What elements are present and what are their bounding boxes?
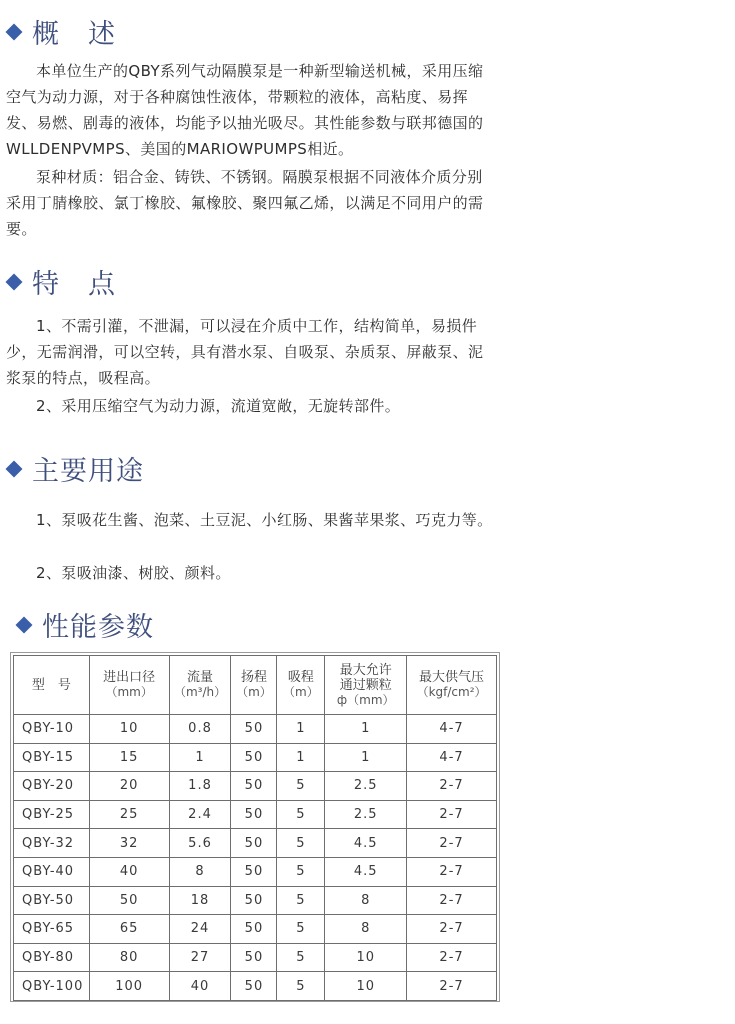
cell-model: QBY-50 <box>14 886 90 915</box>
table-header-row <box>14 656 497 715</box>
cell-model: QBY-100 <box>14 972 90 1001</box>
diamond-bullet-icon <box>6 273 23 290</box>
cell-particle: 10 <box>325 943 407 972</box>
header-diameter: 进出口径 （mm） <box>89 656 169 715</box>
cell-model: QBY-25 <box>14 800 90 829</box>
cell-pressure: 2-7 <box>407 972 497 1001</box>
cell-flow: 1.8 <box>169 772 231 801</box>
table-row <box>14 715 497 744</box>
cell-suction: 5 <box>277 915 325 944</box>
cell-diameter: 15 <box>89 743 169 772</box>
table-row <box>14 943 497 972</box>
cell-head: 50 <box>231 743 277 772</box>
features-title: 特 点 <box>32 269 116 300</box>
cell-flow: 27 <box>169 943 231 972</box>
cell-flow: 5.6 <box>169 829 231 858</box>
cell-model: QBY-80 <box>14 943 90 972</box>
cell-particle: 10 <box>325 972 407 1001</box>
cell-suction: 5 <box>277 800 325 829</box>
table-row <box>14 886 497 915</box>
cell-suction: 5 <box>277 972 325 1001</box>
cell-particle: 1 <box>325 715 407 744</box>
cell-diameter: 10 <box>89 715 169 744</box>
cell-model: QBY-65 <box>14 915 90 944</box>
header-flow: 流量 （m³/h） <box>169 656 231 715</box>
cell-flow: 40 <box>169 972 231 1001</box>
uses-item-1: 1、泵吸花生酱、泡菜、土豆泥、小红肠、果酱苹果浆、巧克力等。 <box>36 511 493 529</box>
cell-model: QBY-32 <box>14 829 90 858</box>
cell-diameter: 25 <box>89 800 169 829</box>
overview-paragraph-2: 泵种材质：铝合金、铸铁、不锈钢。隔膜泵根据不同液体介质分别采用丁腈橡胶、氯丁橡胶、氟橡胶、聚四氟乙烯，以满足不同用户的需要。 <box>6 168 484 238</box>
overview-title: 概 述 <box>32 19 116 50</box>
cell-diameter: 32 <box>89 829 169 858</box>
cell-pressure: 2-7 <box>407 772 497 801</box>
cell-pressure: 2-7 <box>407 829 497 858</box>
performance-heading <box>14 605 154 644</box>
cell-particle: 8 <box>325 915 407 944</box>
cell-particle: 1 <box>325 743 407 772</box>
cell-diameter: 50 <box>89 886 169 915</box>
table-row <box>14 743 497 772</box>
header-particle: 最大允许 通过颗粒 ф（mm） <box>325 656 407 715</box>
cell-flow: 18 <box>169 886 231 915</box>
cell-model: QBY-10 <box>14 715 90 744</box>
cell-diameter: 100 <box>89 972 169 1001</box>
cell-suction: 5 <box>277 943 325 972</box>
cell-head: 50 <box>231 829 277 858</box>
cell-head: 50 <box>231 800 277 829</box>
features-item-1: 1、不需引灌，不泄漏，可以浸在介质中工作，结构简单，易损件少，无需润滑，可以空转，具有潜水泵、自吸泵、杂质泵、屏蔽泵、泥浆泵的特点，吸程高。 <box>6 317 484 387</box>
performance-table <box>13 655 497 1001</box>
cell-model: QBY-20 <box>14 772 90 801</box>
header-head: 扬程 （m） <box>231 656 277 715</box>
cell-suction: 5 <box>277 772 325 801</box>
features-item-2: 2、采用压缩空气为动力源，流道宽敞，无旋转部件。 <box>36 397 401 415</box>
table-row <box>14 829 497 858</box>
cell-pressure: 2-7 <box>407 943 497 972</box>
cell-suction: 1 <box>277 715 325 744</box>
cell-pressure: 2-7 <box>407 800 497 829</box>
overview-heading <box>4 12 116 51</box>
diamond-bullet-icon <box>6 460 23 477</box>
uses-item-2: 2、泵吸油漆、树胶、颜料。 <box>36 564 231 582</box>
cell-head: 50 <box>231 972 277 1001</box>
header-model: 型 号 <box>14 656 90 715</box>
cell-particle: 2.5 <box>325 772 407 801</box>
cell-head: 50 <box>231 886 277 915</box>
cell-pressure: 4-7 <box>407 715 497 744</box>
uses-heading <box>4 449 144 488</box>
uses-title: 主要用途 <box>32 456 144 487</box>
cell-diameter: 40 <box>89 857 169 886</box>
cell-particle: 8 <box>325 886 407 915</box>
cell-head: 50 <box>231 857 277 886</box>
overview-paragraph-1: 本单位生产的QBY系列气动隔膜泵是一种新型输送机械，采用压缩空气为动力源，对于各种腐蚀性液体，带颗粒的液体，高粘度、易挥发、易燃、剧毒的液体，均能予以抽光吸尽。其性能参数与联邦德国的WLLDENPVMPS、美国的MARIOWPUMPS相近。 <box>6 62 484 158</box>
cell-flow: 0.8 <box>169 715 231 744</box>
cell-flow: 8 <box>169 857 231 886</box>
cell-particle: 2.5 <box>325 800 407 829</box>
cell-suction: 5 <box>277 857 325 886</box>
features-heading <box>4 262 116 301</box>
cell-head: 50 <box>231 715 277 744</box>
header-suction: 吸程 （m） <box>277 656 325 715</box>
cell-suction: 5 <box>277 829 325 858</box>
cell-pressure: 2-7 <box>407 857 497 886</box>
header-pressure: 最大供气压 （kgf/cm²） <box>407 656 497 715</box>
cell-head: 50 <box>231 772 277 801</box>
cell-flow: 1 <box>169 743 231 772</box>
cell-suction: 5 <box>277 886 325 915</box>
cell-pressure: 4-7 <box>407 743 497 772</box>
table-row <box>14 772 497 801</box>
cell-flow: 2.4 <box>169 800 231 829</box>
cell-particle: 4.5 <box>325 857 407 886</box>
table-row <box>14 800 497 829</box>
cell-model: QBY-15 <box>14 743 90 772</box>
table-row <box>14 857 497 886</box>
cell-diameter: 80 <box>89 943 169 972</box>
cell-model: QBY-40 <box>14 857 90 886</box>
diamond-bullet-icon <box>16 616 33 633</box>
cell-flow: 24 <box>169 915 231 944</box>
cell-head: 50 <box>231 943 277 972</box>
table-row <box>14 915 497 944</box>
cell-particle: 4.5 <box>325 829 407 858</box>
cell-diameter: 65 <box>89 915 169 944</box>
performance-title: 性能参数 <box>42 612 154 643</box>
cell-pressure: 2-7 <box>407 886 497 915</box>
cell-diameter: 20 <box>89 772 169 801</box>
cell-suction: 1 <box>277 743 325 772</box>
diamond-bullet-icon <box>6 23 23 40</box>
cell-pressure: 2-7 <box>407 915 497 944</box>
table-row <box>14 972 497 1001</box>
cell-head: 50 <box>231 915 277 944</box>
